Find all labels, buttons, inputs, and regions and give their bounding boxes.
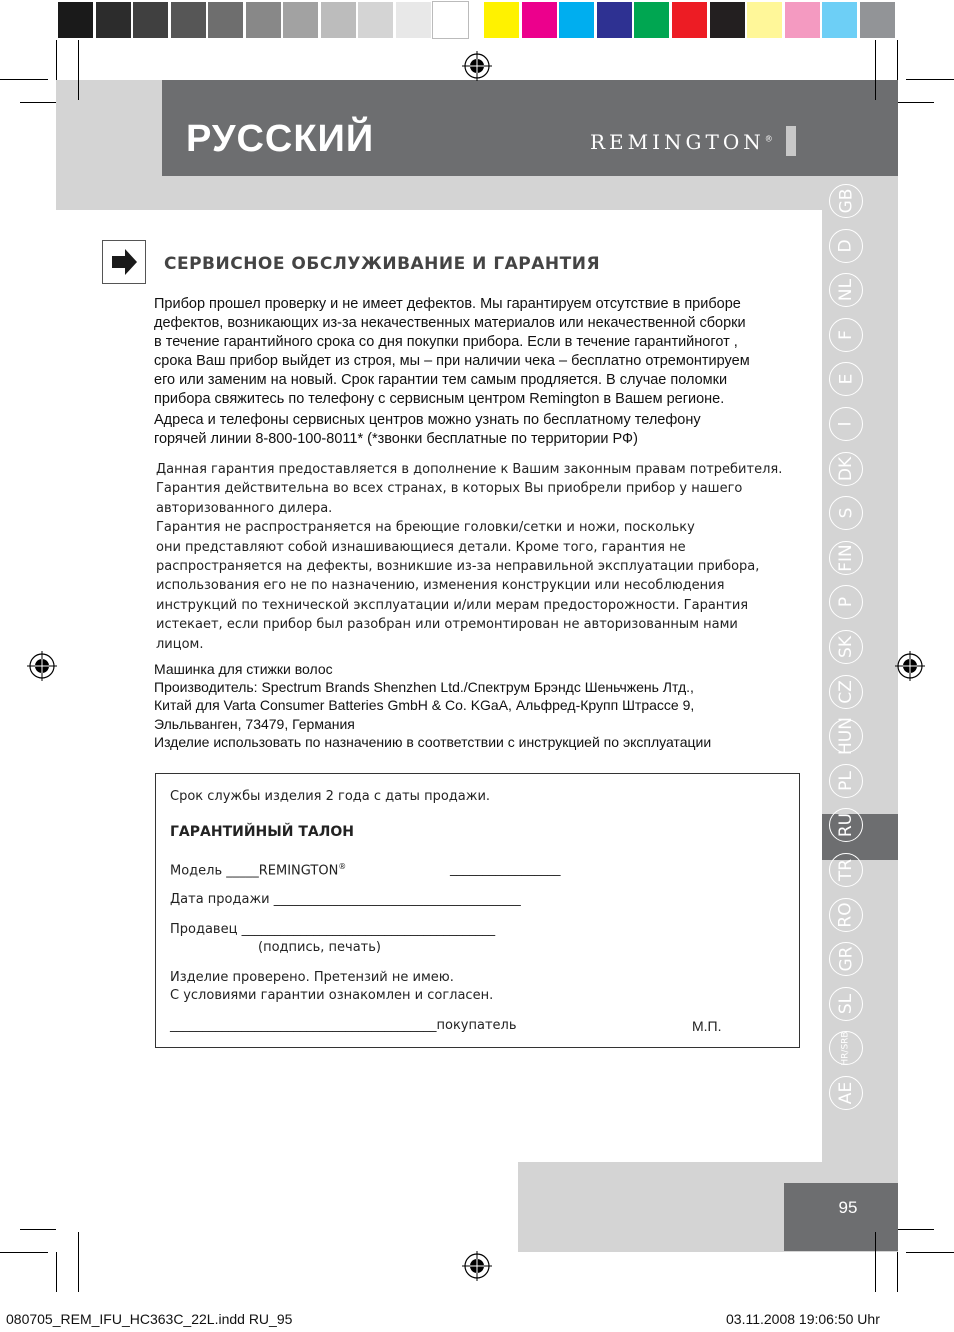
arrow-right-icon <box>102 240 146 284</box>
footer-file-name: 080705_REM_IFU_HC363C_22L.indd RU_95 <box>6 1311 293 1327</box>
text-line: Машинка для стижки волос <box>154 661 333 677</box>
page-number: 95 <box>838 1198 858 1217</box>
tab-d[interactable]: D <box>829 229 863 263</box>
warranty-coupon <box>155 773 800 1048</box>
text-line: горячей линии 8-800-100-8011* (*звонки бесплатные по территории РФ) <box>154 431 638 447</box>
tab-fin[interactable]: FIN <box>829 541 863 575</box>
crop-line <box>56 1252 57 1292</box>
crop-line <box>897 1252 898 1292</box>
crop-line <box>20 1229 56 1230</box>
crop-line <box>875 40 876 100</box>
gray-swatch <box>433 2 468 38</box>
text-line: прибора свяжитесь по телефону с сервисным центром Remington в Вашем регионе. <box>154 391 725 407</box>
service-centers-paragraph <box>154 411 822 449</box>
text-line: Данная гарантия предоставляется в дополнение к Вашим законным правам потребителя. <box>156 462 783 477</box>
tab-cz[interactable]: CZ <box>829 675 863 709</box>
gray-swatch <box>321 2 356 38</box>
coupon-title: ГАРАНТИЙНЫЙ ТАЛОН <box>170 824 354 840</box>
warranty-paragraph <box>154 295 822 409</box>
tab-i[interactable]: I <box>829 407 863 441</box>
tab-p[interactable]: P <box>829 585 863 619</box>
gray-swatch <box>246 2 281 38</box>
tab-tr[interactable]: TR <box>829 853 863 887</box>
text-line: Гарантия действительна во всех странах, в которых Вы приобрели прибор у нашего <box>156 481 743 497</box>
tab-s[interactable]: S <box>829 496 863 530</box>
gray-swatch <box>96 2 131 38</box>
process-swatch <box>597 2 632 38</box>
crop-line <box>0 1252 48 1253</box>
text-line: Прибор прошел проверку и не имеет дефектов. Мы гарантируем отсутствие в приборе <box>154 296 741 312</box>
tab-pl[interactable]: PL <box>829 764 863 798</box>
process-swatch <box>822 2 857 38</box>
crop-line <box>56 40 57 80</box>
tab-nl[interactable]: NL <box>829 273 863 307</box>
tab-sl[interactable]: SL <box>829 987 863 1021</box>
crop-line <box>906 1252 954 1253</box>
tab-hun[interactable]: HUN <box>829 719 863 753</box>
model-field[interactable]: Модель _____REMINGTON® <box>170 862 347 879</box>
text-line: лицом. <box>156 636 204 652</box>
tab-f[interactable]: F <box>829 318 863 352</box>
crop-line <box>78 40 79 100</box>
text-line: они представляют собой изнашивающиеся детали. Кроме того, гарантия не <box>156 539 686 555</box>
tab-gr[interactable]: GR <box>829 942 863 976</box>
registration-mark-icon <box>462 51 492 81</box>
language-title: РУССКИЙ <box>186 118 375 160</box>
tab-e[interactable]: E <box>829 362 863 396</box>
tab-ro[interactable]: RO <box>829 898 863 932</box>
process-swatch <box>672 2 707 38</box>
buyer-signature-field[interactable]: _________________________________________покупатель <box>170 1018 517 1033</box>
process-swatch <box>747 2 782 38</box>
registration-mark-icon <box>27 651 57 681</box>
model-blank[interactable]: _________________ <box>450 862 561 877</box>
crop-line <box>0 79 48 80</box>
gray-swatch <box>358 2 393 38</box>
gray-swatch <box>208 2 243 38</box>
tab-dk[interactable]: DK <box>829 452 863 486</box>
text-line: срока Ваш прибор выйдет из строя, мы – при наличии чека – бесплатно отремонтируем <box>154 353 750 369</box>
text-line: распространяется на дефекты, возникшие из-за неправильной эксплуатации прибора, <box>156 559 760 575</box>
manufacturer-paragraph <box>154 660 822 751</box>
text-line: Адреса и телефоны сервисных центров можно узнать по бесплатному телефону <box>154 412 701 428</box>
text-line: Гарантия не распространяется на бреющие головки/сетки и ножи, поскольку <box>156 520 695 536</box>
process-swatch <box>484 2 519 38</box>
crop-line <box>20 102 56 103</box>
tab-ae[interactable]: AE <box>829 1076 863 1110</box>
crop-line <box>897 40 898 80</box>
sale-date-field[interactable]: Дата продажи ______________________________________ <box>170 892 521 907</box>
checked-text: Изделие проверено. Претензий не имею. <box>170 970 454 985</box>
gray-swatch <box>58 2 93 38</box>
tab-ru[interactable]: RU <box>829 808 863 842</box>
section-title: СЕРВИСНОЕ ОБСЛУЖИВАНИЕ И ГАРАНТИЯ <box>164 254 601 274</box>
text-line: инструкций по технической эксплуатации и/или мерам предосторожности. Гарантия <box>156 597 749 613</box>
crop-line <box>906 79 954 80</box>
tab-sk[interactable]: SK <box>829 630 863 664</box>
process-swatch <box>710 2 745 38</box>
signature-hint: (подпись, печать) <box>258 940 381 955</box>
crop-line <box>898 102 934 103</box>
process-swatch <box>860 2 895 38</box>
gray-swatch <box>171 2 206 38</box>
text-line: истекает, если прибор был разобран или отремонтирован не авторизованным нами <box>156 617 738 633</box>
crop-line <box>875 1232 876 1292</box>
seller-field[interactable]: Продавец _______________________________________ <box>170 922 496 937</box>
text-line: в течение гарантийного срока со дня покупки прибора. Если в течение гарантийногот , <box>154 334 738 350</box>
text-line: его или заменим на новый. Срок гарантии тем самым продляется. В случае поломки <box>154 372 728 388</box>
text-line: Производитель: Spectrum Brands Shenzhen Ltd./Спектрум Брэндс Шеньчжень Лтд., <box>154 679 694 696</box>
brand-logo: REMINGTON® <box>590 130 773 154</box>
crop-line <box>898 1229 934 1230</box>
text-line: Китай для Varta Consumer Batteries GmbH & Co. KGaA, Альфред-Крупп Штрассе 9, <box>154 697 695 714</box>
brand-block <box>786 126 796 156</box>
crop-line <box>78 1232 79 1292</box>
gray-swatch <box>396 2 431 38</box>
text-line: использования его не по назначению, изменения конструкции или несоблюдения <box>156 578 725 594</box>
process-swatch <box>634 2 669 38</box>
registration-mark-icon <box>462 1251 492 1281</box>
tab-hr-srb[interactable]: HR/SRB <box>829 1031 863 1065</box>
text-line: авторизованного дилера. <box>156 500 333 516</box>
text-line: дефектов, возникающих из-за некачественных материалов или некачественной сборки <box>154 315 746 331</box>
warranty-terms-paragraph <box>156 460 796 654</box>
registration-mark-icon <box>895 651 925 681</box>
process-swatch <box>785 2 820 38</box>
gray-swatch <box>133 2 168 38</box>
footer-timestamp: 03.11.2008 19:06:50 Uhr <box>726 1311 880 1327</box>
process-swatch <box>522 2 557 38</box>
stamp-label: М.П. <box>692 1018 722 1034</box>
gray-swatch <box>283 2 318 38</box>
service-life-text: Срок службы изделия 2 года с даты продажи. <box>170 789 491 804</box>
process-swatch <box>559 2 594 38</box>
agreed-text: С условиями гарантии ознакомлен и согласен. <box>170 988 494 1003</box>
text-line: Эльльванген, 73479, Германия <box>154 715 355 732</box>
text-line: Изделие использовать по назначению в соответствии с инструкцией по эксплуатации <box>154 733 712 750</box>
tab-gb[interactable]: GB <box>829 184 863 218</box>
